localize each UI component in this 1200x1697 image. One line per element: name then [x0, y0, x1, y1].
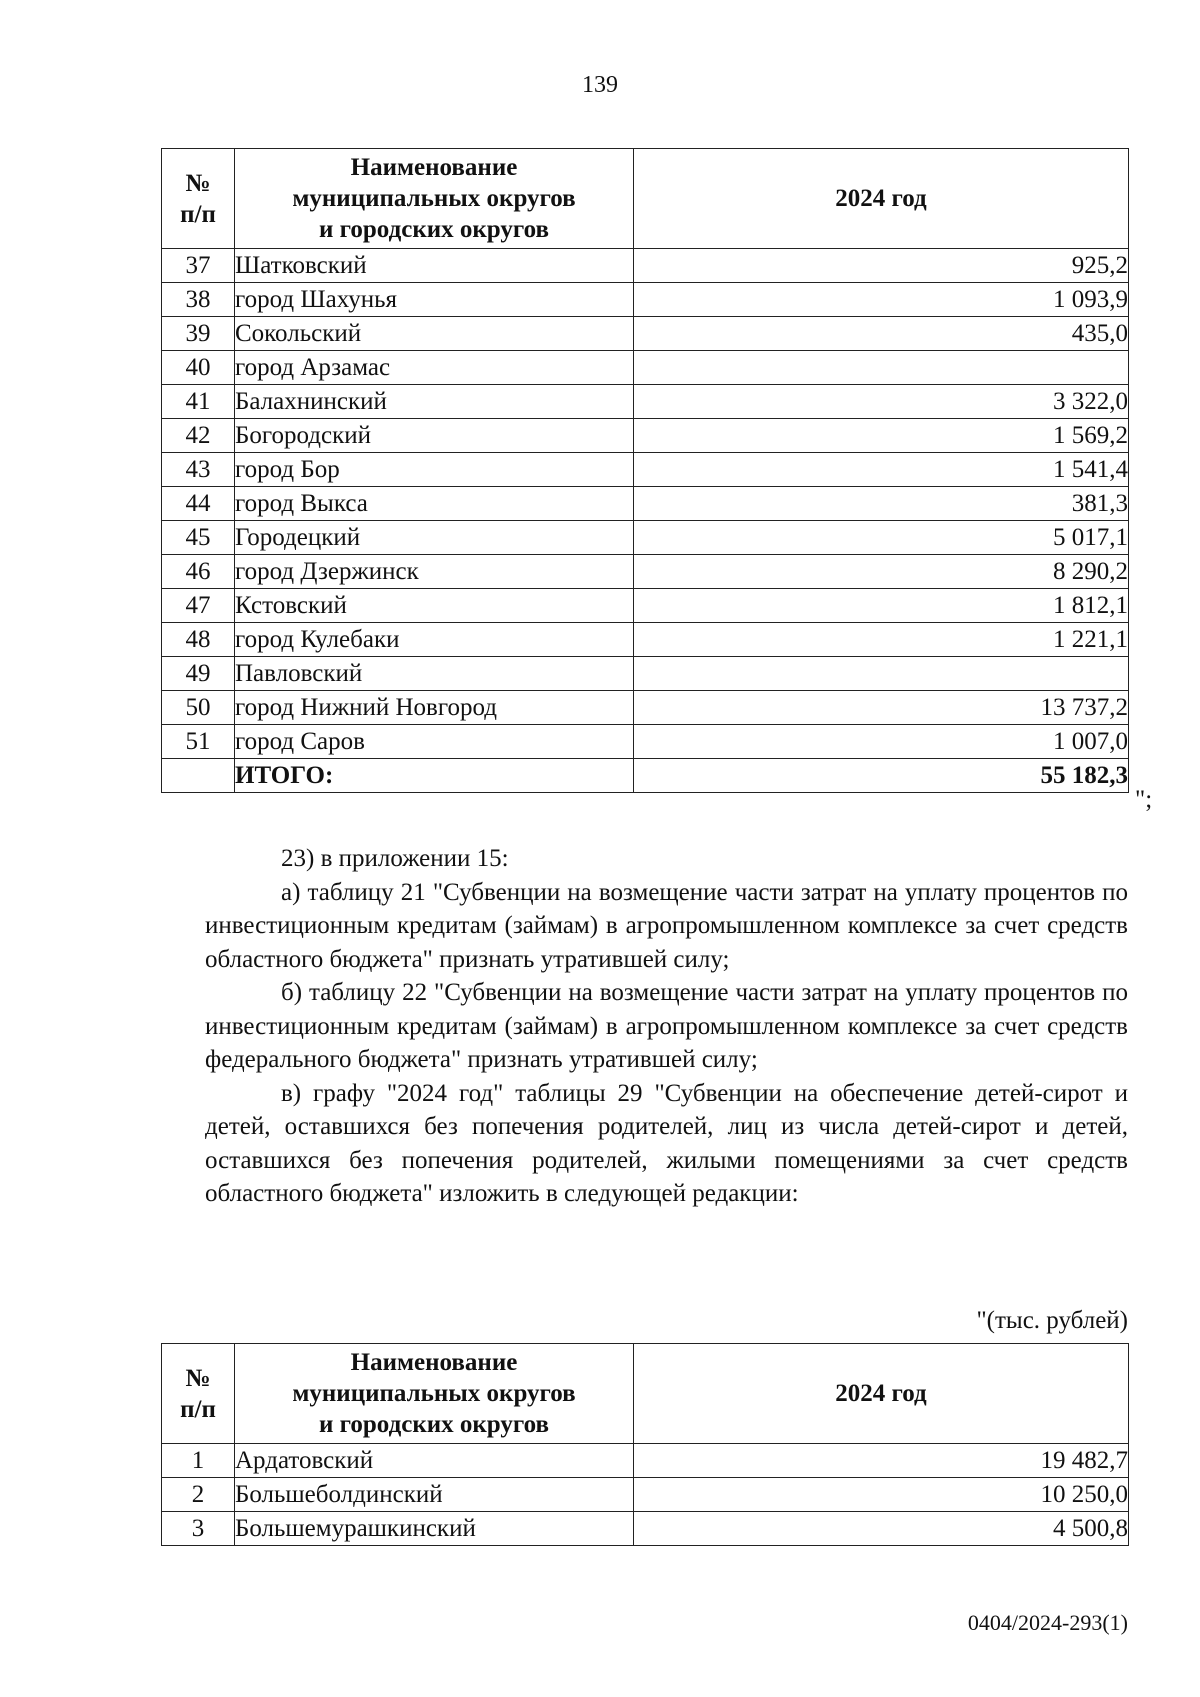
row-number: 47 [162, 589, 235, 623]
municipality-name: Большемурашкинский [235, 1512, 634, 1546]
table-row [162, 1444, 1129, 1478]
header-name: Наименование муниципальных округов и городских округов [235, 1344, 634, 1444]
amendment-text [205, 842, 1128, 1211]
amount-2024: 1 569,2 [634, 419, 1129, 453]
table-row [162, 385, 1129, 419]
amount-2024: 4 500,8 [634, 1512, 1129, 1546]
municipality-name: город Бор [235, 453, 634, 487]
amount-2024: 1 093,9 [634, 283, 1129, 317]
municipality-name: Ардатовский [235, 1444, 634, 1478]
municipality-name: город Выкса [235, 487, 634, 521]
row-number: 43 [162, 453, 235, 487]
row-number: 40 [162, 351, 235, 385]
amount-2024: 925,2 [634, 249, 1129, 283]
amount-2024: 8 290,2 [634, 555, 1129, 589]
header-name: Наименование муниципальных округов и городских округов [235, 149, 634, 249]
total-empty-cell [162, 759, 235, 793]
row-number: 3 [162, 1512, 235, 1546]
amount-2024: 10 250,0 [634, 1478, 1129, 1512]
table-row [162, 589, 1129, 623]
municipality-name: город Дзержинск [235, 555, 634, 589]
paragraph-a: а) таблицу 21 "Субвенции на возмещение части затрат на уплату процентов по инвестиционным кредитам (займам) в агропромышленном комплексе за счет средств областного бюджета" признать утратившей силу; [205, 878, 1128, 973]
amount-2024: 381,3 [634, 487, 1129, 521]
table-row [162, 351, 1129, 385]
amount-2024: 3 322,0 [634, 385, 1129, 419]
municipality-name: Павловский [235, 657, 634, 691]
unit-note: "(тыс. рублей) [976, 1307, 1128, 1334]
table-row [162, 1512, 1129, 1546]
total-value: 55 182,3 [634, 759, 1129, 793]
amount-2024: 1 812,1 [634, 589, 1129, 623]
table-row [162, 249, 1129, 283]
row-number: 2 [162, 1478, 235, 1512]
table-row [162, 419, 1129, 453]
header-year: 2024 год [634, 149, 1129, 249]
closing-quote-mark: "; [1135, 786, 1153, 813]
municipality-name: город Нижний Новгород [235, 691, 634, 725]
row-number: 51 [162, 725, 235, 759]
table-row [162, 487, 1129, 521]
header-year: 2024 год [634, 1344, 1129, 1444]
municipality-name: Большеболдинский [235, 1478, 634, 1512]
row-number: 38 [162, 283, 235, 317]
municipality-name: город Шахунья [235, 283, 634, 317]
orphan-housing-table [161, 1343, 1129, 1546]
municipality-name: город Арзамас [235, 351, 634, 385]
amount-2024: 5 017,1 [634, 521, 1129, 555]
table-header-row [162, 1344, 1129, 1444]
row-number: 45 [162, 521, 235, 555]
amount-2024: 435,0 [634, 317, 1129, 351]
table-row [162, 555, 1129, 589]
row-number: 42 [162, 419, 235, 453]
header-num: № п/п [162, 1344, 235, 1444]
row-number: 46 [162, 555, 235, 589]
table-row [162, 283, 1129, 317]
row-number: 39 [162, 317, 235, 351]
municipality-name: Сокольский [235, 317, 634, 351]
municipality-name: Городецкий [235, 521, 634, 555]
row-number: 48 [162, 623, 235, 657]
row-number: 37 [162, 249, 235, 283]
municipality-name: Богородский [235, 419, 634, 453]
row-number: 50 [162, 691, 235, 725]
amount-2024: 1 007,0 [634, 725, 1129, 759]
table-row [162, 725, 1129, 759]
table-row [162, 317, 1129, 351]
row-number: 44 [162, 487, 235, 521]
table-row [162, 657, 1129, 691]
table-row [162, 691, 1129, 725]
table-header-row [162, 149, 1129, 249]
page-number: 139 [582, 72, 618, 98]
amount-2024: 13 737,2 [634, 691, 1129, 725]
table-row [162, 453, 1129, 487]
paragraph-23: 23) в приложении 15: [281, 845, 509, 872]
municipality-name: город Кулебаки [235, 623, 634, 657]
amount-2024 [634, 351, 1129, 385]
header-num: № п/п [162, 149, 235, 249]
municipality-name: Шатковский [235, 249, 634, 283]
table-row [162, 521, 1129, 555]
table-row [162, 623, 1129, 657]
amount-2024 [634, 657, 1129, 691]
amount-2024: 1 221,1 [634, 623, 1129, 657]
municipality-name: Кстовский [235, 589, 634, 623]
amount-2024: 19 482,7 [634, 1444, 1129, 1478]
table-row [162, 1478, 1129, 1512]
paragraph-v: в) графу "2024 год" таблицы 29 "Субвенции на обеспечение детей-сирот и детей, оставшихся без попечения родителей, лиц из числа детей-сирот и детей, оставшихся без попечения родителей, жилыми помещениями за счет средств областного бюджета" изложить в следующей редакции: [205, 1079, 1128, 1207]
amount-2024: 1 541,4 [634, 453, 1129, 487]
total-label: ИТОГО: [235, 759, 634, 793]
document-code: 0404/2024-293(1) [967, 1610, 1128, 1635]
row-number: 49 [162, 657, 235, 691]
total-row [162, 759, 1129, 793]
row-number: 1 [162, 1444, 235, 1478]
municipality-name: город Саров [235, 725, 634, 759]
row-number: 41 [162, 385, 235, 419]
subsidy-table-continued [161, 148, 1129, 793]
paragraph-b: б) таблицу 22 "Субвенции на возмещение части затрат на уплату процентов по инвестиционным кредитам (займам) в агропромышленном комплексе за счет средств федерального бюджета" признать утратившей силу; [205, 979, 1128, 1073]
municipality-name: Балахнинский [235, 385, 634, 419]
